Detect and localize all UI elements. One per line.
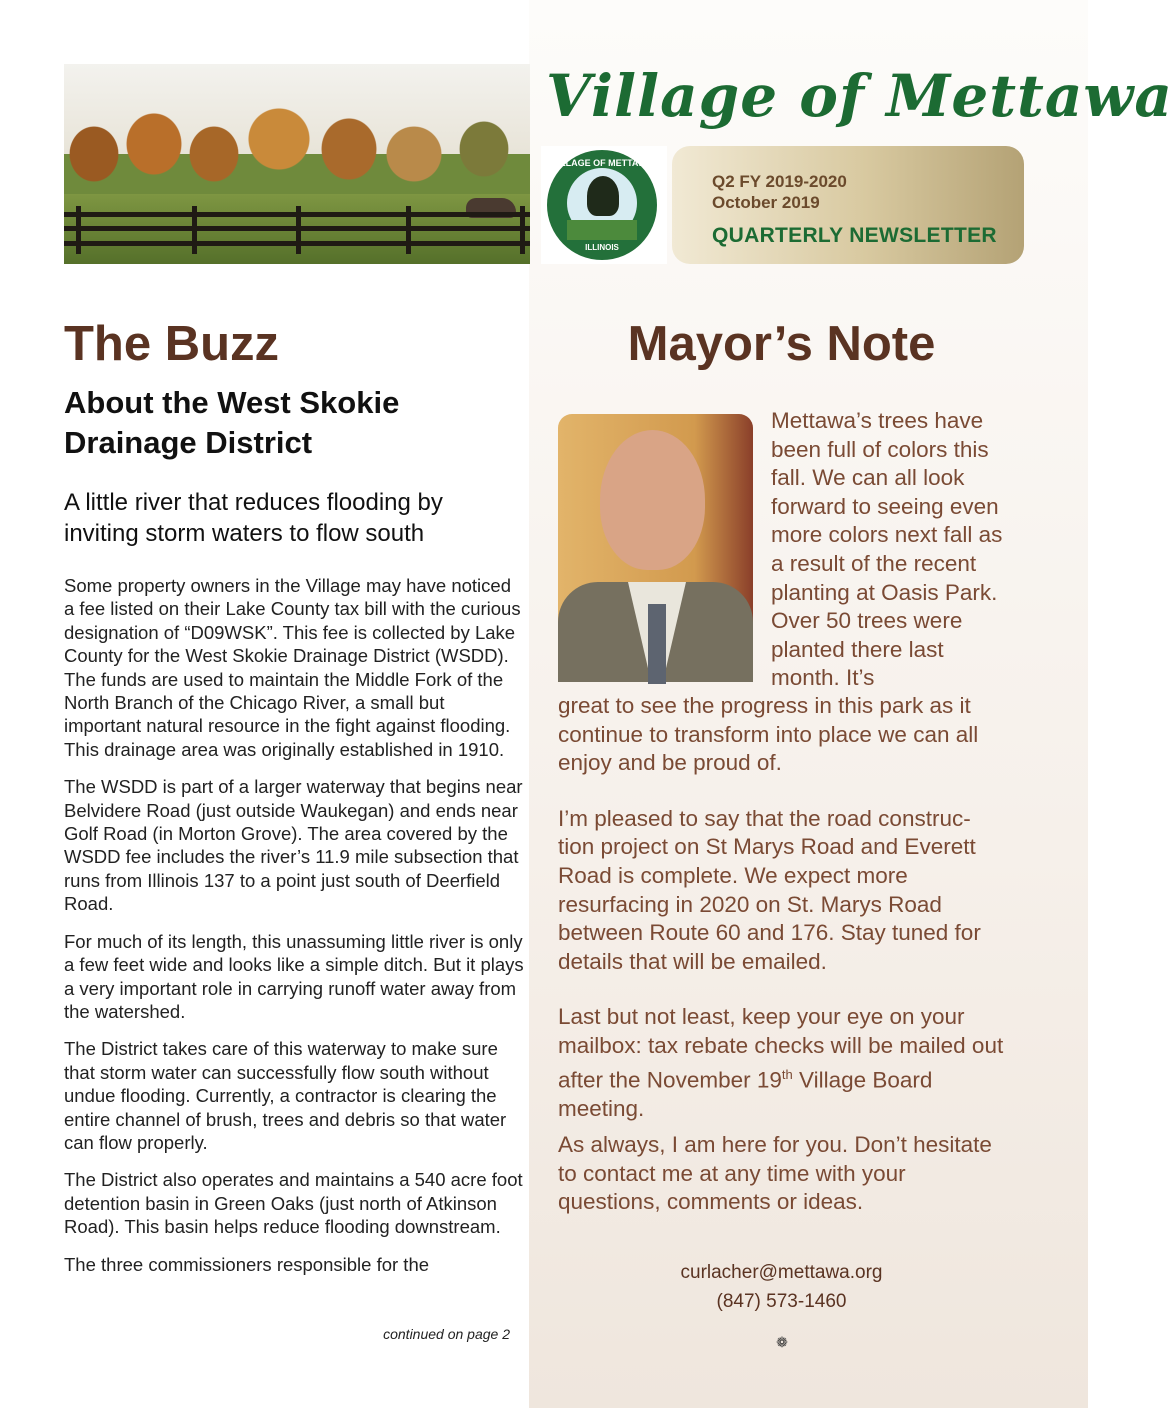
mayor-note-intro: Mettawa’s trees have been full of colors this fall. We can all look forward to seeing even more colors next fall as a result of the recent planting at Oasis Park. Over 50 trees were planted there last month. It’s (771, 408, 1003, 691)
mayor-paragraph-text: Village Board meeting. (558, 1067, 933, 1121)
portrait-tie (648, 604, 666, 684)
buzz-lede: A little river that reduces flooding by inviting storm waters to flow south (64, 489, 443, 547)
mayor-paragraph: As always, I am here for you. Don’t hesitate to contact me at any time with your questions, comments or ideas. (558, 1132, 992, 1215)
flower-ornament-icon: ❁ (776, 1334, 788, 1350)
issue-fiscal-quarter: Q2 FY 2019-2020 (712, 172, 847, 191)
mayor-paragraph (558, 1003, 1008, 1123)
buzz-heading: The Buzz (64, 317, 280, 371)
mayor-paragraph: great to see the progress in this park as it continue to transform into place we can all enjoy and be proud of. (558, 693, 979, 776)
village-seal-logo (541, 146, 667, 264)
newsletter-label: QUARTERLY NEWSLETTER (712, 224, 997, 247)
seal-top-text: VILLAGE OF METTAWA (551, 158, 653, 168)
issue-info-box (672, 146, 1024, 264)
seal-ring (547, 150, 657, 260)
fence-post (192, 206, 197, 254)
article-paragraph: The three commissioners responsible for the (64, 1253, 430, 1275)
buzz-article-body (64, 574, 524, 1290)
mayor-note-body (558, 692, 1008, 1217)
mayor-phone: (847) 573-1460 (716, 1291, 847, 1312)
continued-note: continued on page 2 (383, 1326, 510, 1342)
fence-post (76, 206, 81, 254)
seal-bottom-text: ILLINOIS (585, 243, 619, 252)
issue-date: October 2019 (712, 193, 820, 212)
mayor-portrait (558, 414, 753, 676)
article-paragraph: Some property owners in the Village may have noticed a fee listed on their Lake County tax bill with the curious designation of “D09WSK”. This fee is collected by Lake County for the West Skokie Drainage District (WSDD). The funds are used to maintain the Middle Fork of the North Branch of the Chicago River, a small but important natural resource in the fight against flooding. This drainage area was originally established in 1910. (64, 575, 521, 760)
ordinal-suffix: th (781, 1066, 793, 1082)
mayor-heading: Mayor’s Note (627, 317, 936, 371)
seal-tree-icon (587, 176, 619, 216)
seal-ground (567, 220, 637, 240)
fence-post (520, 206, 525, 254)
mayor-paragraph: I’m pleased to say that the road construc- tion project on St Marys Road and Everett Road is complete. We expect more resurfacing in 2020 on St. Marys Road between Route 60 and 176. Stay tuned for details that will be emailed. (558, 805, 981, 974)
article-paragraph: The District also operates and maintains a 540 acre foot detention basin in Green Oaks (just north of Atkinson Road). This basin helps reduce flooding downstream. (64, 1169, 523, 1238)
article-paragraph: The District takes care of this waterway to make sure that storm water can successfully flow south without undue flooding. Currently, a contractor is clearing the entire channel of brush, trees and debris so that water can flow properly. (64, 1038, 507, 1153)
portrait-head (600, 430, 705, 570)
mayor-email: curlacher@mettawa.org (680, 1262, 883, 1283)
fence-post (406, 206, 411, 254)
photo-autumn-trees (64, 84, 530, 209)
article-paragraph: The WSDD is part of a larger waterway that begins near Belvidere Road (just outside Waukegan) and ends near Golf Road (in Morton Grove). The area covered by the WSDD fee includes the river’s 11.9 mile subsection that runs from Illinois 137 to a point just south of Deerfield Road. (64, 776, 523, 915)
masthead-title: Village of Mettawa (546, 62, 1173, 130)
seal-tree-scene (567, 168, 637, 238)
fence-post (296, 206, 301, 254)
header-landscape-photo (64, 64, 530, 264)
mayor-paragraph-text: Last but not least, keep your eye on your mailbox: tax rebate checks will be mailed out after the November 19 (558, 1004, 1004, 1093)
buzz-subheading: About the West Skokie Drainage District (64, 385, 400, 460)
article-paragraph: For much of its length, this unassuming little river is only a few feet wide and looks like a simple ditch. But it plays a very important role in carrying runoff water away from the watershed. (64, 930, 524, 1022)
